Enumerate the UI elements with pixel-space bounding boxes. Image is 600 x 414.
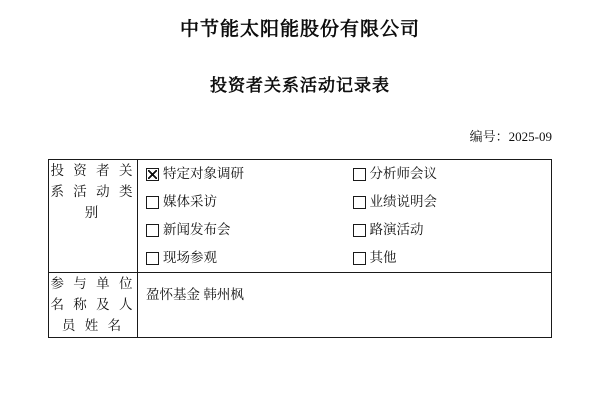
checkbox-label: 分析师会议 — [369, 166, 437, 181]
participants-label-line-1: 参 与 单 位 — [50, 276, 136, 291]
checkbox-option-roadshow[interactable] — [345, 216, 552, 244]
activity-type-label-line-2: 系 活 动 类 — [50, 184, 136, 199]
document-number — [0, 126, 600, 145]
checkbox-label: 新闻发布会 — [163, 222, 231, 237]
checkbox-checked-icon[interactable] — [146, 168, 159, 181]
participants-value-cell — [138, 273, 552, 338]
participants-label-line-3: 员 姓 名 — [61, 318, 125, 333]
checkbox-option-other[interactable] — [345, 244, 552, 272]
participants-value: 盈怀基金 韩州枫 — [146, 287, 244, 302]
checkbox-empty-icon[interactable] — [146, 252, 159, 265]
document-number-label: 编号： — [469, 129, 509, 144]
checkbox-option-earnings-briefing[interactable] — [345, 188, 552, 216]
checkbox-option-specific-object-research[interactable] — [138, 160, 345, 188]
checkbox-empty-icon[interactable] — [146, 224, 159, 237]
checkbox-option-site-visit[interactable] — [138, 244, 345, 272]
document-page — [0, 14, 600, 414]
checkbox-label: 业绩说明会 — [369, 194, 437, 209]
document-number-value: 2025-09 — [508, 129, 552, 144]
activity-type-options-cell — [138, 160, 552, 273]
investor-relations-record-table — [48, 159, 552, 338]
activity-type-label-line-3: 别 — [84, 205, 102, 220]
checkbox-empty-icon[interactable] — [353, 224, 366, 237]
table-row — [49, 273, 552, 338]
checkbox-label: 其他 — [369, 250, 397, 265]
participants-label-line-2: 名 称 及 人 — [50, 297, 136, 312]
checkbox-empty-icon[interactable] — [353, 168, 366, 181]
checkbox-empty-icon[interactable] — [146, 196, 159, 209]
checkbox-label: 路演活动 — [369, 222, 424, 237]
checkbox-label: 媒体采访 — [163, 194, 217, 209]
company-title: 中节能太阳能股份有限公司 — [179, 19, 420, 40]
checkbox-empty-icon[interactable] — [353, 252, 366, 265]
checkbox-option-media-interview[interactable] — [138, 188, 345, 216]
checkbox-empty-icon[interactable] — [353, 196, 366, 209]
activity-type-label-cell — [49, 160, 138, 273]
checkbox-option-press-conference[interactable] — [138, 216, 345, 244]
checkbox-label: 特定对象调研 — [163, 166, 244, 181]
participants-label-cell — [49, 273, 138, 338]
checkbox-label: 现场参观 — [163, 250, 217, 265]
activity-type-checkbox-grid — [138, 160, 551, 272]
table-row — [49, 160, 552, 273]
activity-type-label-line-1: 投 资 者 关 — [50, 163, 136, 178]
checkbox-option-analyst-meeting[interactable] — [345, 160, 552, 188]
document-title: 投资者关系活动记录表 — [210, 76, 390, 95]
